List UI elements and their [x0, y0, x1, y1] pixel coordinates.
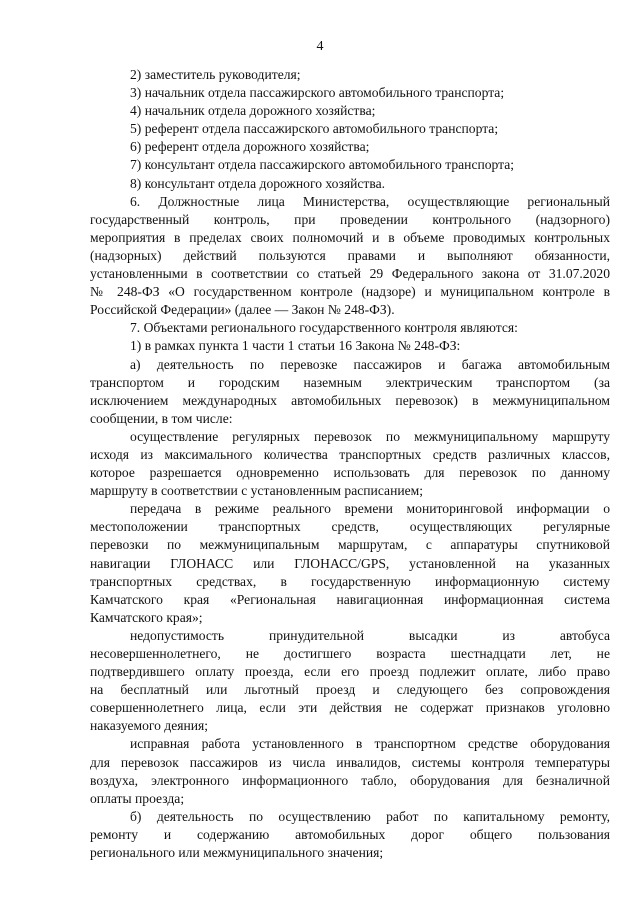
text-line: навигации ГЛОНАСС или ГЛОНАСС/GPS, установленной на указанных [90, 555, 610, 571]
text-line: совершеннолетнего лица, если эти действия не содержат признаков уголовно [90, 700, 610, 716]
text-line: государственный контроль, при проведении контрольного (надзорного) [90, 211, 610, 227]
text-line: мероприятия в пределах своих полномочий и в объеме проводимых контрольных [90, 229, 610, 245]
text-line: 6. Должностные лица Министерства, осуществляющие региональный [130, 193, 610, 209]
text-line: подтвердившего оплату проезда, если его проезд подлежит оплате, либо право [90, 664, 610, 680]
text-line: 6) референт отдела дорожного хозяйства; [130, 139, 370, 155]
text-line: передача в режиме реального времени мониторинговой информации о [130, 501, 610, 517]
text-line: транспортных средствах, в государственную информационную систему [90, 573, 610, 589]
text-line: для перевозок пассажиров из числа инвалидов, системы контроля температуры [90, 754, 610, 770]
text-line: на бесплатный или льготный проезд и следующего без сопровождения [90, 682, 610, 698]
text-line: установленными в соответствии со статьей 29 Федерального закона от 31.07.2020 [90, 266, 610, 282]
text-line: воздуха, электронного информационного табло, оборудования для безналичной [90, 772, 610, 788]
text-line: 1) в рамках пункта 1 части 1 статьи 16 Закона № 248-ФЗ: [130, 338, 461, 354]
text-line: сообщении, в том числе: [90, 410, 233, 426]
text-line: наказуемого деяния; [90, 718, 209, 734]
text-line: которое разрешается одновременно использовать для перевозок по данному [90, 465, 610, 481]
text-line: Камчатского края»; [90, 609, 203, 625]
text-line: перевозки по межмуниципальным маршрутам, с аппаратуры спутниковой [90, 537, 610, 553]
text-line: регионального или межмуниципального значения; [90, 845, 384, 861]
text-line: исходя из максимального количества транспортных средств различных классов, [90, 446, 610, 462]
text-line: 7. Объектами регионального государственного контроля являются: [130, 320, 518, 336]
text-line: а) деятельность по перевозке пассажиров и багажа автомобильным [130, 356, 610, 372]
text-line: исправная работа установленного в транспортном средстве оборудования [130, 736, 610, 752]
text-line: 7) консультант отдела пассажирского автомобильного транспорта; [130, 157, 515, 173]
text-line: осуществление регулярных перевозок по межмуниципальному маршруту [130, 428, 610, 444]
text-line: Камчатского края «Региональная навигационная информационная система [90, 591, 610, 607]
text-line: 8) консультант отдела дорожного хозяйства. [130, 175, 386, 191]
text-line: исключением международных автомобильных перевозок) в межмуниципальном [90, 392, 610, 408]
text-line: 2) заместитель руководителя; [130, 67, 301, 82]
page-number: 4 [316, 39, 324, 54]
text-line: местоположении транспортных средств, осуществляющих регулярные [90, 519, 610, 535]
text-line: Российской Федерации» (далее — Закон № 248-ФЗ). [90, 302, 395, 318]
text-line: № 248-ФЗ «О государственном контроле (надзоре) и муниципальном контроле в [90, 284, 610, 300]
text-line: б) деятельность по осуществлению работ по капитальному ремонту, [130, 808, 610, 824]
text-line: ремонту и содержанию автомобильных дорог общего пользования [90, 826, 610, 842]
text-line: 5) референт отдела пассажирского автомобильного транспорта; [130, 121, 499, 137]
document-body [90, 66, 610, 862]
text-line: маршруту в соответствии с установленным расписанием; [90, 483, 424, 499]
text-line: (надзорных) действий пользуются правами и выполняют обязанности, [90, 247, 610, 263]
text-line: 4) начальник отдела дорожного хозяйства; [130, 103, 376, 119]
text-line: оплаты проезда; [90, 790, 185, 806]
text-line: 3) начальник отдела пассажирского автомобильного транспорта; [130, 85, 505, 101]
text-line: несовершеннолетнего, не достигшего возраста шестнадцати лет, не [90, 646, 610, 661]
text-line: недопустимость принудительной высадки из автобуса [130, 627, 610, 643]
text-line: транспортом и городским наземным электрическим транспортом (за [90, 374, 610, 390]
